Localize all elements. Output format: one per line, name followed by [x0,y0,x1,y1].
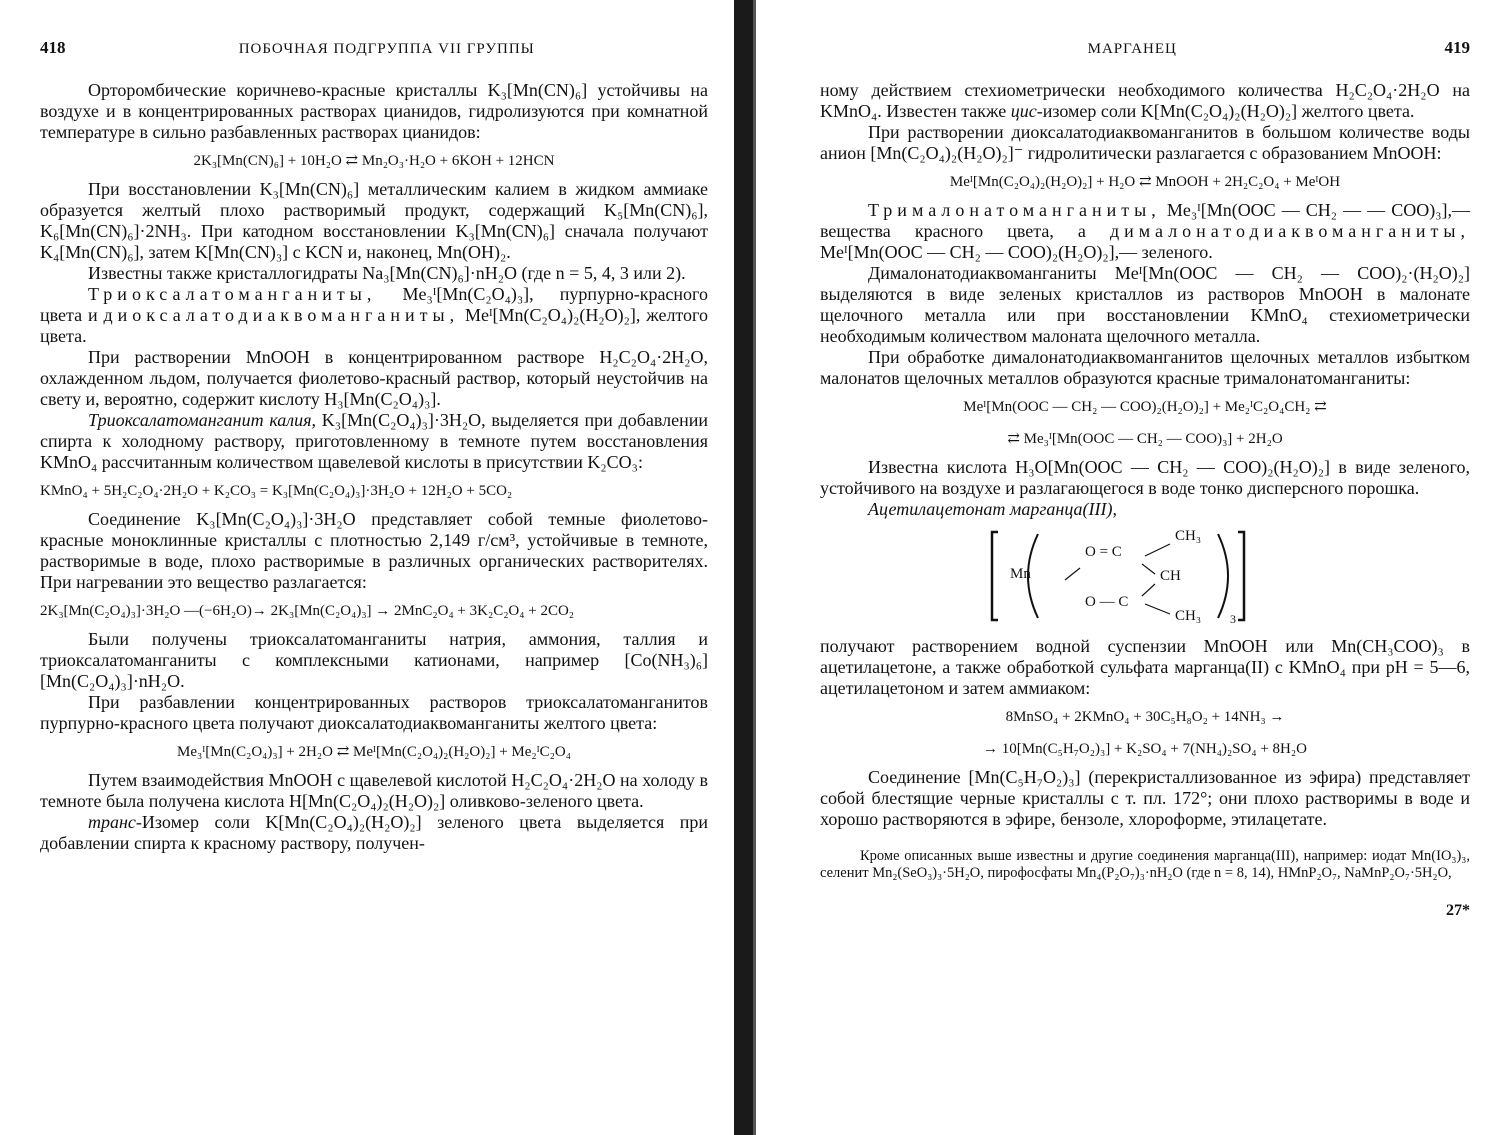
paragraph: Дималонатодиаквоманганиты Meᴵ[Mn(OOC — CH₂ — COO)₂·(H₂O)₂] выделяются в виде зеленых кристаллов из растворов MnOOH в малонате щелочного металла или при восстановлении KMnO₄ стехиометрически необходимым количеством малоната щелочного металла. [820,263,1470,346]
book-gutter-edge [753,0,756,1135]
running-title: ПОБОЧНАЯ ПОДГРУППА VII ГРУППЫ [238,41,535,57]
paragraph [40,284,708,347]
o-bottom-label: O — C [1085,594,1129,610]
paragraph [40,410,708,473]
text: K₃[Mn(C₂O₄)₃]·3H₂O, выделяется при добавлении спирта к холодному раствору, приготовленному в темноте путем восстановления KMnO₄ рассчитанным количеством щавелевой кислоты в присутствии K₂CO₃: [40,410,708,472]
text: Me₃ᴵ[Mn(C₂O₄)₃], пурпурно-красного цвета и [40,284,708,325]
equation: 2K₃[Mn(C₂O₄)₃]·3H₂O —(−6H₂O)→ 2K₃[Mn(C₂O₄)₃] → 2MnC₂O₄ + 3K₂C₂O₄ + 2CO₂ [40,603,575,619]
ch3-top-label: CH₃ [1175,528,1202,544]
subscript-label: 3 [1230,612,1236,626]
equation: Meᴵ[Mn(OOC — CH₂ — COO)₂(H₂O)₂] + Me₂ᴵC₂O₄CH₂ ⇄ [963,399,1327,415]
left-page [0,0,740,1135]
footnote-paragraph: Кроме описанных выше известны и другие соединения марганца(III), например: иодат Mn(IO₃)₃, селенит Mn₂(SeO₃)₃·5H₂O, пирофосфаты Mn₄(P₂O₇)₃·nH₂O (где n = 8, 14), HMnP₂O₇, NaMnP₂O₇·5H₂O, [820,848,1470,881]
text: Meᴵ[Mn(OOC — CH₂ — COO)₂(H₂O)₂],— зеленого. [820,242,1213,262]
paragraph [40,812,708,854]
paragraph: При восстановлении K₃[Mn(CN)₆] металлическим калием в жидком аммиаке образуется желтый плохо растворимый продукт, содержащий K₅[Mn(CN)₆], K₆[Mn(CN)₆]·2NH₃. При катодном восстановлении K₃[Mn(CN)₆] сначала получают K₄[Mn(CN)₆], затем K[Mn(CN)₃] c KCN и, наконец, Mn(OH)₂. [40,179,708,262]
o-top-label: O = C [1085,544,1122,560]
ch3-bottom-label: CH₃ [1175,608,1202,624]
right-page-header [820,38,1470,58]
spaced-term: Трималонатоманганиты, [868,200,1161,220]
paragraph: Известны также кристаллогидраты Na₃[Mn(CN)₆]·nH₂O (где n = 5, 4, 3 или 2). [88,263,686,283]
spaced-term: диоксалатодиаквоманганиты, [103,305,460,325]
spaced-term: Триоксалатоманганиты, [88,284,377,304]
paragraph: Орторомбические коричнево-красные кристаллы K₃[Mn(CN)₆] устойчивы на воздухе и в концентрированных растворах цианидов, гидролизуются при комнатной температуре в сильно разбавленных растворах цианидов: [40,80,708,142]
equation: Meᴵ[Mn(C₂O₄)₂(H₂O)₂] + H₂O ⇄ MnOOH + 2H₂C₂O₄ + MeᴵOH [949,174,1341,190]
ch-label: CH [1160,568,1181,584]
italic-term: цис [1010,101,1037,121]
page-number: 418 [40,38,66,57]
italic-term: Ацетилацетонат марганца(III), [868,499,1118,519]
text: Изомер соли K[Mn(C₂O₄)₂(H₂O)₂] зеленого цвета выделяется при добавлении спирта к красному раствору, получен- [40,812,708,853]
paragraph: При обработке дималонатодиаквоманганитов щелочных металлов избытком малонатов щелочных металлов образуются красные трималонатоманганиты: [820,347,1470,388]
text: Meᴵ[Mn(C₂O₄)₂(H₂O)₂], желтого цвета. [40,305,708,346]
signature-mark: 27* [1446,902,1470,919]
italic-term: транс- [88,812,142,832]
paragraph [820,200,1470,263]
italic-term: Триоксалатоманганит калия, [88,410,317,430]
paragraph: Известна кислота H₃O[Mn(OOC — CH₂ — COO)₂(H₂O)₂] в виде зеленого, устойчивого на воздухе и разлагающегося в воде тонко дисперсного порошка. [820,457,1470,498]
paragraph: получают растворением водной суспензии MnOOH или Mn(CH₃COO)₃ в ацетилацетоне, а также обработкой сульфата марганца(II) с KMnO₄ при pH = 5—6, ацетилацетоном и затем аммиаком: [820,636,1470,698]
spaced-term: дималонатодиаквоманганиты, [1109,221,1470,241]
acetylacetonate-structure [820,526,1470,626]
equation: → 10[Mn(C₅H₇O₂)₃] + K₂SO₄ + 7(NH₄)₂SO₄ + 8H₂O [983,741,1307,757]
paragraph: При разбавлении концентрированных растворов триоксалатоманганитов пурпурно-красного цвета получают диоксалатодиаквоманганиты желтого цвета: [40,692,708,733]
equation: 8MnSO₄ + 2KMnO₄ + 30C₅H₈O₂ + 14NH₃ → [1005,709,1285,725]
right-page [760,0,1510,1135]
paragraph: Путем взаимодействия MnOOH с щавелевой кислотой H₂C₂O₄·2H₂O на холоду в темноте была получена кислота H[Mn(C₂O₄)₂(H₂O)₂] оливково-зеленого цвета. [40,770,708,811]
mn-label: Mn [1010,566,1031,582]
paragraph [820,499,1470,520]
text: Me₃ᴵ[Mn(OOC — CH₂ — — COO)₃],— вещества красного цвета, а [820,200,1470,241]
equation: 2K₃[Mn(CN)₆] + 10H₂O ⇄ Mn₂O₃·H₂O + 6KOH + 12HCN [193,153,555,169]
paragraph: Были получены триоксалатоманганиты натрия, аммония, таллия и триоксалатоманганиты с комплексными катионами, например [Co(NH₃)₆][Mn(C₂O₄)₃]·nH₂O. [40,629,708,691]
equation: Me₃ᴵ[Mn(C₂O₄)₃] + 2H₂O ⇄ Meᴵ[Mn(C₂O₄)₂(H₂O)₂] + Me₂ᴵC₂O₄ [177,744,571,760]
paragraph: Соединение K₃[Mn(C₂O₄)₃]·3H₂O представляет собой темные фиолетово-красные моноклинные кристаллы с плотностью 2,149 г/см³, устойчивые в темноте, растворимые в воде, плохо растворимые в различных органических растворителях. При нагревании это вещество разлагается: [40,509,708,592]
equation: KMnO₄ + 5H₂C₂O₄·2H₂O + K₂CO₃ = K₃[Mn(C₂O₄)₃]·3H₂O + 12H₂O + 5CO₂ [40,483,513,499]
paragraph [820,80,1470,122]
paragraph: Соединение [Mn(C₅H₇O₂)₃] (перекристаллизованное из эфира) представляет собой блестящие черные кристаллы с т. пл. 172°; они плохо растворимы в воде и хорошо растворяются в эфире, бензоле, хлороформе, этилацетате. [820,767,1470,829]
text: ному действием стехиометрически необходимого количества H₂C₂O₄·2H₂O на KMnO₄. Известен также [820,80,1470,121]
equation: ⇄ Me₃ᴵ[Mn(OOC — CH₂ — COO)₃] + 2H₂O [1007,431,1283,447]
running-title: МАРГАНЕЦ [1087,41,1177,57]
left-page-header [40,38,708,58]
text: -изомер соли K[Mn(C₂O₄)₂(H₂O)₂] желтого цвета. [1036,101,1415,121]
paragraph: При растворении диоксалатодиаквоманганитов в большом количестве воды анион [Mn(C₂O₄)₂(H₂O)₂]⁻ гидролитически разлагается с образованием MnOOH: [820,122,1470,163]
paragraph: При растворении MnOOH в концентрированном растворе H₂C₂O₄·2H₂O, охлажденном льдом, получается фиолетово-красный раствор, который неустойчив на свету и, вероятно, содержит кислоту H₃[Mn(C₂O₄)₃]. [40,347,708,409]
page-number: 419 [1444,38,1470,57]
